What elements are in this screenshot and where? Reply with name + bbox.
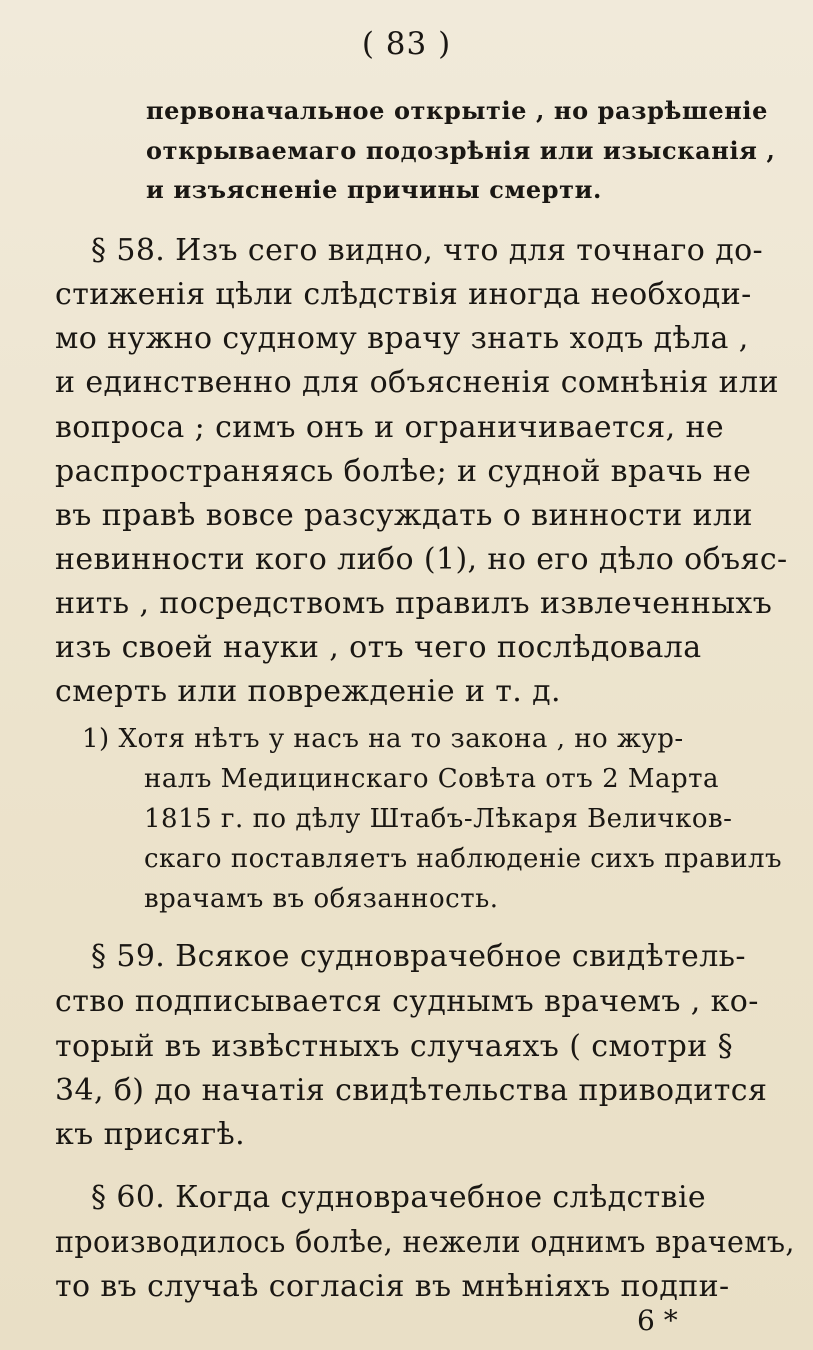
footnote-line: скаго поставляетъ наблюденіе сихъ правилъ: [144, 844, 783, 874]
section-60-line: производилось болѣе, нежели однимъ врачемъ,: [55, 1225, 795, 1260]
footnote-line: 1815 г. по дѣлу Штабъ-Лѣкаря Величков-: [144, 804, 733, 834]
section-60-line: то въ случаѣ согласія въ мнѣніяхъ подпи-: [55, 1269, 730, 1304]
section-58-line: смерть или поврежденіе и т. д.: [55, 674, 561, 709]
section-58-line: § 58. Изъ сего видно, что для точнаго до-: [91, 233, 764, 268]
section-58-line: нить , посредствомъ правилъ извлеченныхъ: [55, 586, 773, 621]
section-58-line: невинности кого либо (1), но его дѣло объяс-: [55, 542, 788, 577]
section-58-line: въ правѣ вовсе разсуждать о винности или: [55, 498, 753, 533]
footnote-line: врачамъ въ обязанность.: [144, 884, 499, 914]
continuation-line: и изъясненіе причины смерти.: [146, 175, 603, 204]
section-58-line: изъ своей науки , отъ чего послѣдовала: [55, 630, 702, 665]
section-58-line: вопроса ; симъ онъ и ограничивается, не: [55, 410, 725, 445]
footnote-line: 1) Хотя нѣтъ у насъ на то закона , но жур-: [82, 724, 684, 754]
continuation-line: открываемаго подозрѣнія или изысканія ,: [146, 136, 776, 165]
page-number: ( 83 ): [361, 26, 452, 62]
signature-mark: 6 *: [637, 1304, 678, 1337]
section-59-line: § 59. Всякое судноврачебное свидѣтель-: [91, 939, 746, 974]
footnote-line: налъ Медицинскаго Совѣта отъ 2 Марта: [144, 764, 720, 794]
section-59-line: къ присягѣ.: [55, 1117, 246, 1152]
section-59-line: ство подписывается суднымъ врачемъ , ко-: [55, 984, 759, 1019]
continuation-line: первоначальное открытіе , но разрѣшеніе: [146, 96, 768, 125]
section-58-line: стиженія цѣли слѣдствія иногда необходи-: [55, 277, 752, 312]
section-58-line: мо нужно судному врачу знать ходъ дѣла ,: [55, 321, 749, 356]
section-60-line: § 60. Когда судноврачебное слѣдствіе: [91, 1180, 707, 1215]
section-59-line: 34, б) до начатія свидѣтельства приводится: [55, 1073, 768, 1108]
section-58-line: и единственно для объясненія сомнѣнія или: [55, 365, 779, 400]
section-59-line: торый въ извѣстныхъ случаяхъ ( смотри §: [55, 1029, 734, 1064]
section-58-line: распространяясь болѣе; и судной врачь не: [55, 454, 752, 489]
